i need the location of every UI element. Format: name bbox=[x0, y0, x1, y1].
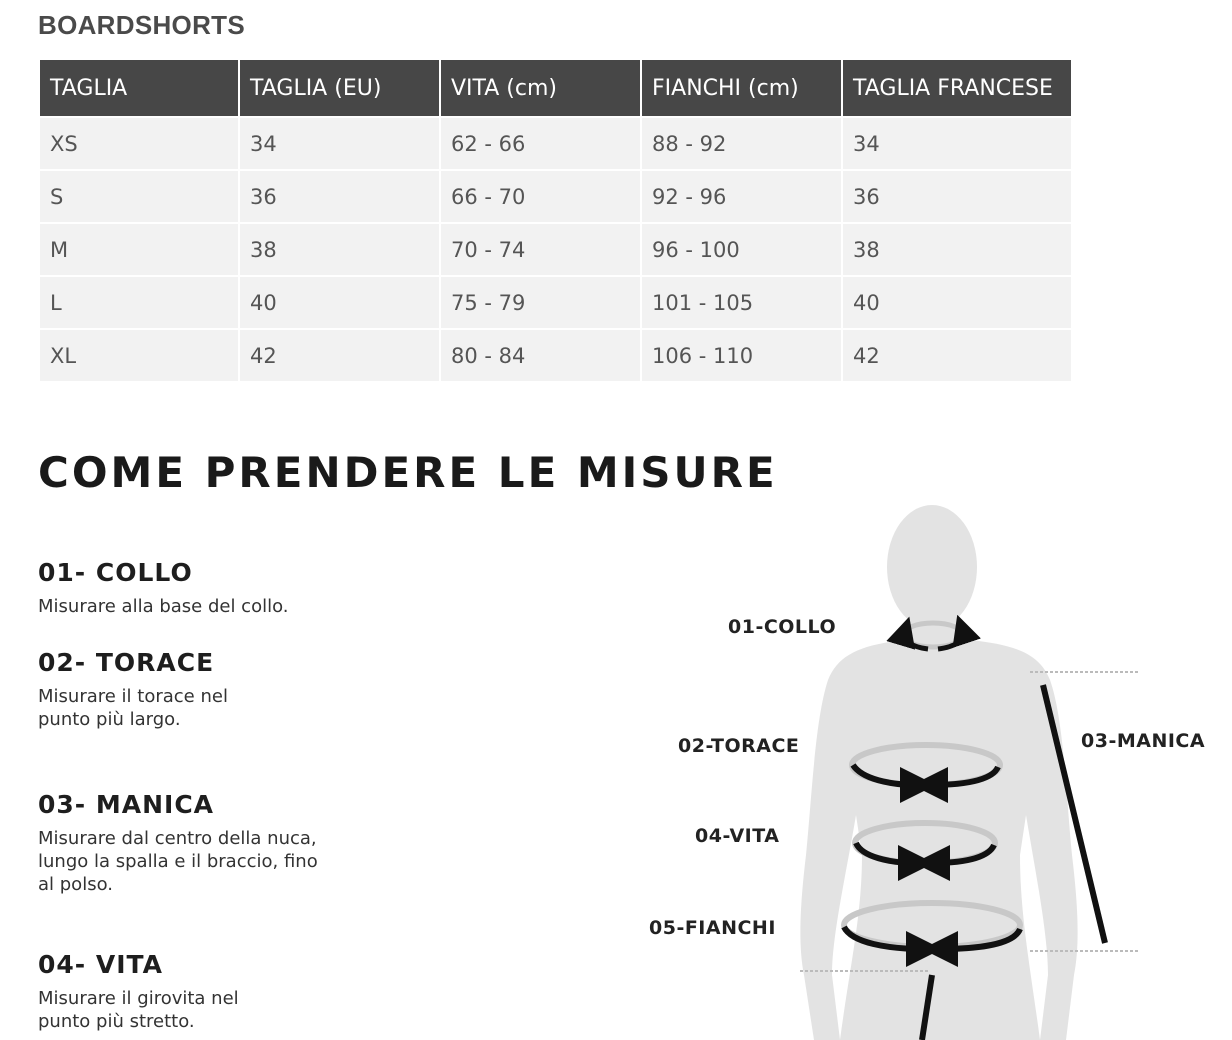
table-cell: 88 - 92 bbox=[642, 118, 841, 169]
table-cell: 42 bbox=[240, 330, 439, 381]
header-cell: VITA (cm) bbox=[441, 60, 640, 116]
step-heading: 02- TORACE bbox=[38, 648, 215, 677]
table-cell: 62 - 66 bbox=[441, 118, 640, 169]
table-cell: 42 bbox=[843, 330, 1071, 381]
table-cell: 75 - 79 bbox=[441, 277, 640, 328]
table-row bbox=[40, 330, 1071, 381]
table-row bbox=[40, 171, 1071, 222]
step-text: Misurare il torace nel punto più largo. bbox=[38, 686, 228, 730]
body-silhouette-icon bbox=[800, 505, 1077, 1040]
header-cell: TAGLIA FRANCESE bbox=[843, 60, 1071, 116]
table-cell: 38 bbox=[843, 224, 1071, 275]
measure-guide-title: COME PRENDERE LE MISURE bbox=[38, 448, 778, 497]
table-cell: 34 bbox=[240, 118, 439, 169]
step-heading: 01- COLLO bbox=[38, 558, 193, 587]
table-cell: 101 - 105 bbox=[642, 277, 841, 328]
table-cell: 38 bbox=[240, 224, 439, 275]
step-text: Misurare alla base del collo. bbox=[38, 596, 289, 617]
step-manica bbox=[38, 790, 323, 896]
label-manica: 03-MANICA bbox=[1081, 730, 1206, 752]
step-torace bbox=[38, 648, 278, 731]
table-cell: S bbox=[40, 171, 238, 222]
step-text: Misurare il girovita nel punto più stretto. bbox=[38, 988, 239, 1032]
table-cell: XS bbox=[40, 118, 238, 169]
table-cell: 40 bbox=[843, 277, 1071, 328]
step-heading: 03- MANICA bbox=[38, 790, 215, 819]
label-torace: 02-TORACE bbox=[678, 735, 800, 757]
header-cell: TAGLIA (EU) bbox=[240, 60, 439, 116]
label-fianchi: 05-FIANCHI bbox=[649, 917, 776, 939]
step-collo bbox=[38, 558, 358, 618]
header-cell: TAGLIA bbox=[40, 60, 238, 116]
header-cell: FIANCHI (cm) bbox=[642, 60, 841, 116]
page-title: BOARDSHORTS bbox=[38, 10, 245, 40]
table-cell: 34 bbox=[843, 118, 1071, 169]
table-cell: 92 - 96 bbox=[642, 171, 841, 222]
step-text: Misurare dal centro della nuca, lungo la spalla e il braccio, fino al polso. bbox=[38, 828, 318, 895]
table-row bbox=[40, 118, 1071, 169]
table-cell: 36 bbox=[240, 171, 439, 222]
step-heading: 04- VITA bbox=[38, 950, 163, 979]
table-row bbox=[40, 224, 1071, 275]
size-table bbox=[38, 58, 1073, 383]
table-cell: 40 bbox=[240, 277, 439, 328]
table-cell: M bbox=[40, 224, 238, 275]
table-row bbox=[40, 277, 1071, 328]
label-vita: 04-VITA bbox=[695, 825, 780, 847]
table-cell: 106 - 110 bbox=[642, 330, 841, 381]
table-cell: 66 - 70 bbox=[441, 171, 640, 222]
table-cell: XL bbox=[40, 330, 238, 381]
table-header-row bbox=[40, 60, 1071, 116]
table-cell: 96 - 100 bbox=[642, 224, 841, 275]
label-collo: 01-COLLO bbox=[728, 616, 837, 638]
table-cell: 80 - 84 bbox=[441, 330, 640, 381]
step-vita bbox=[38, 950, 288, 1033]
table-cell: 70 - 74 bbox=[441, 224, 640, 275]
body-measurement-figure bbox=[600, 495, 1232, 1040]
table-cell: L bbox=[40, 277, 238, 328]
table-cell: 36 bbox=[843, 171, 1071, 222]
